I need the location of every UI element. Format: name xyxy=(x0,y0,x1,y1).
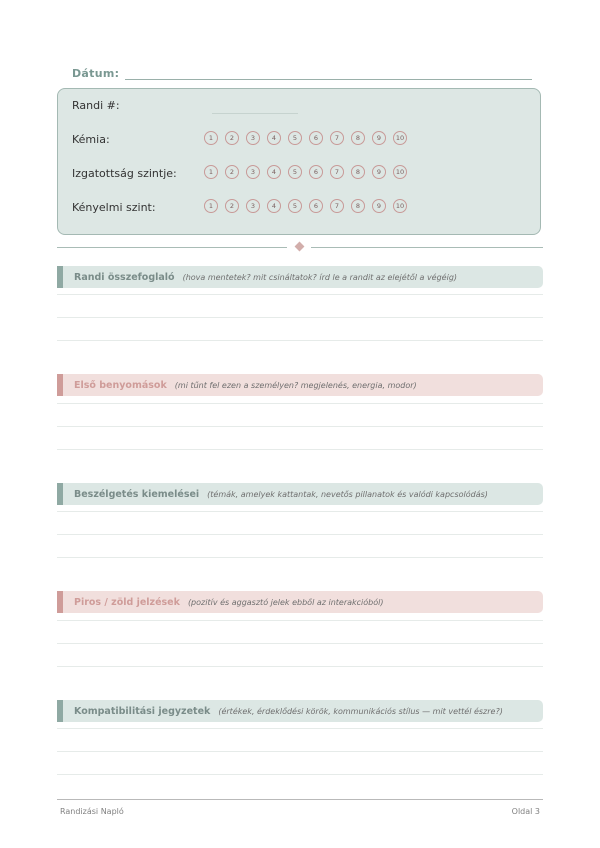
section-title: Randi összefoglaló xyxy=(74,271,175,283)
writing-line[interactable] xyxy=(57,728,543,729)
writing-line[interactable] xyxy=(57,534,543,535)
rating-label-chemistry: Kémia: xyxy=(72,133,110,146)
rating-circle[interactable]: 9 xyxy=(372,131,386,145)
rating-label-comfort: Kényelmi szint: xyxy=(72,201,156,214)
writing-line[interactable] xyxy=(57,449,543,450)
rating-circle[interactable]: 8 xyxy=(351,199,365,213)
rating-circle[interactable]: 8 xyxy=(351,131,365,145)
writing-line[interactable] xyxy=(57,643,543,644)
section-divider xyxy=(57,247,543,248)
rating-circle[interactable]: 3 xyxy=(246,165,260,179)
rating-circle[interactable]: 1 xyxy=(204,131,218,145)
rating-circle[interactable]: 9 xyxy=(372,199,386,213)
section-hint: (pozitív és aggasztó jelek ebből az interakcióból) xyxy=(187,597,384,607)
section-header-conversation-highlights xyxy=(57,483,543,505)
rating-circle[interactable]: 3 xyxy=(246,199,260,213)
section-title: Kompatibilitási jegyzetek xyxy=(74,705,211,717)
rating-circle[interactable]: 7 xyxy=(330,131,344,145)
writing-line[interactable] xyxy=(57,620,543,621)
rating-card xyxy=(57,88,541,235)
footer-divider xyxy=(57,799,543,800)
section-header-date-summary xyxy=(57,266,543,288)
writing-line[interactable] xyxy=(57,751,543,752)
date-input-line[interactable] xyxy=(125,65,532,80)
section-hint: (mi tűnt fel ezen a személyen? megjelenés, energia, modor) xyxy=(174,380,417,390)
writing-line[interactable] xyxy=(57,317,543,318)
section-title: Piros / zöld jelzések xyxy=(74,596,180,608)
rating-circle[interactable]: 1 xyxy=(204,199,218,213)
section-header-red-green-flags xyxy=(57,591,543,613)
rating-circle[interactable]: 4 xyxy=(267,165,281,179)
rating-circle[interactable]: 9 xyxy=(372,165,386,179)
writing-line[interactable] xyxy=(57,557,543,558)
divider-line-right xyxy=(311,247,543,248)
rating-circle[interactable]: 1 xyxy=(204,165,218,179)
rating-circle[interactable]: 10 xyxy=(393,131,407,145)
writing-line[interactable] xyxy=(57,403,543,404)
rating-circle[interactable]: 6 xyxy=(309,165,323,179)
rating-circle[interactable]: 4 xyxy=(267,131,281,145)
rating-label-excitement: Izgatottság szintje: xyxy=(72,167,177,180)
footer-journal-title: Randizási Napló xyxy=(60,807,124,816)
footer-page-number: Oldal 3 xyxy=(511,807,540,816)
date-label: Dátum: xyxy=(72,67,120,80)
writing-line[interactable] xyxy=(57,774,543,775)
rating-circle[interactable]: 7 xyxy=(330,165,344,179)
rating-circle[interactable]: 2 xyxy=(225,199,239,213)
rating-circle[interactable]: 5 xyxy=(288,131,302,145)
rating-scale-comfort xyxy=(204,199,407,213)
section-header-compatibility-notes xyxy=(57,700,543,722)
rating-circle[interactable]: 7 xyxy=(330,199,344,213)
rating-scale-chemistry xyxy=(204,131,407,145)
writing-line[interactable] xyxy=(57,294,543,295)
section-hint: (értékek, érdeklődési körök, kommunikációs stílus — mit vettél észre?) xyxy=(218,706,503,716)
section-title: Első benyomások xyxy=(74,379,167,391)
rating-circle[interactable]: 10 xyxy=(393,165,407,179)
rating-circle[interactable]: 8 xyxy=(351,165,365,179)
rating-circle[interactable]: 2 xyxy=(225,165,239,179)
randi-number-label: Randi #: xyxy=(72,99,120,112)
writing-line[interactable] xyxy=(57,666,543,667)
rating-circle[interactable]: 6 xyxy=(309,131,323,145)
section-hint: (témák, amelyek kattantak, nevetős pillanatok és valódi kapcsolódás) xyxy=(207,489,488,499)
randi-number-input-line[interactable] xyxy=(212,113,298,114)
section-hint: (hova mentetek? mit csináltatok? írd le a randit az elejétől a végéig) xyxy=(182,272,458,282)
rating-circle[interactable]: 2 xyxy=(225,131,239,145)
rating-circle[interactable]: 5 xyxy=(288,165,302,179)
diamond-ornament xyxy=(295,242,305,252)
writing-line[interactable] xyxy=(57,511,543,512)
writing-line[interactable] xyxy=(57,340,543,341)
rating-circle[interactable]: 5 xyxy=(288,199,302,213)
rating-circle[interactable]: 10 xyxy=(393,199,407,213)
section-title: Beszélgetés kiemelései xyxy=(74,488,200,500)
divider-line-left xyxy=(57,247,287,248)
rating-circle[interactable]: 6 xyxy=(309,199,323,213)
date-row xyxy=(72,62,532,80)
section-header-first-impressions xyxy=(57,374,543,396)
rating-scale-excitement xyxy=(204,165,407,179)
writing-line[interactable] xyxy=(57,426,543,427)
rating-circle[interactable]: 3 xyxy=(246,131,260,145)
rating-circle[interactable]: 4 xyxy=(267,199,281,213)
